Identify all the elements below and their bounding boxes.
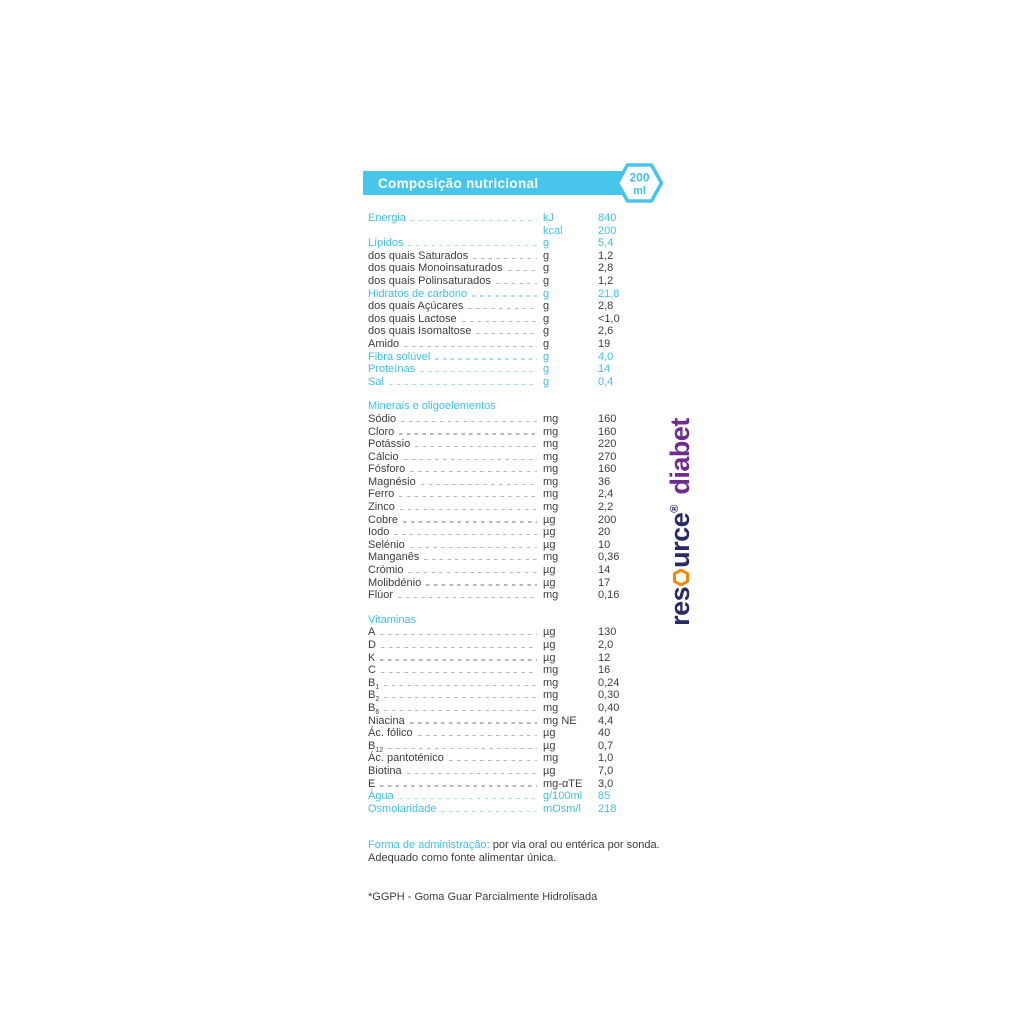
dotted-leader <box>381 647 537 648</box>
section-title: Minerais e oligoelementos <box>368 400 496 413</box>
nutrient-unit: mg <box>543 752 559 765</box>
nutrient-label: $B_1$ <box>368 676 380 691</box>
nutrient-label: Hidratos de carbono <box>368 287 468 300</box>
nutrient-unit: µg <box>543 651 556 664</box>
nutrient-label: Sódio <box>368 412 397 425</box>
dotted-leader <box>404 459 537 460</box>
table-row <box>368 689 663 702</box>
dotted-leader <box>508 270 537 271</box>
table-row <box>368 589 663 602</box>
nutrient-unit: g <box>543 350 550 363</box>
dotted-leader <box>394 534 537 535</box>
nutrient-value: 19 <box>598 337 611 350</box>
nutrient-unit: g <box>543 312 550 325</box>
nutrient-unit: g <box>543 325 550 338</box>
table-row <box>368 225 663 238</box>
table-row <box>368 790 663 803</box>
volume-badge-hexagon-icon <box>616 162 663 204</box>
nutrient-unit: mg NE <box>543 714 577 727</box>
volume-badge-value: 200 <box>629 170 650 185</box>
nutrient-label: C <box>368 664 376 677</box>
nutrient-label: Biotina <box>368 764 402 777</box>
nutrient-label: Crómio <box>368 564 404 577</box>
nutrient-label: Cálcio <box>368 450 399 463</box>
dotted-leader <box>435 358 537 359</box>
table-row <box>368 727 663 740</box>
nutrient-label: Amido <box>368 337 400 350</box>
nutrient-label: Zinco <box>368 501 395 514</box>
table-row <box>368 488 663 501</box>
nutrient-value: 0,16 <box>598 589 620 602</box>
nutrient-value: 2,4 <box>598 488 614 501</box>
nutrient-value: 2,2 <box>598 501 614 514</box>
nutrient-value: <1,0 <box>598 312 620 325</box>
dotted-leader <box>404 346 537 347</box>
nutrient-unit: g <box>543 249 550 262</box>
nutrient-value: 218 <box>598 802 617 815</box>
table-row <box>368 313 663 326</box>
nutrient-label: Ác. fólico <box>368 727 413 740</box>
dotted-leader <box>468 308 537 309</box>
brand-name-prefix: res <box>665 586 695 626</box>
nutrient-label: K <box>368 651 376 664</box>
nutrient-value: 40 <box>598 727 611 740</box>
nutrient-value: 2,0 <box>598 639 614 651</box>
table-row <box>368 451 663 464</box>
nutrient-value: 16 <box>598 664 611 677</box>
nutrient-unit: mg-αTE <box>543 777 583 790</box>
nutrient-value: 160 <box>598 463 617 476</box>
nutrient-unit: mg <box>543 463 559 476</box>
table-row <box>368 413 663 426</box>
nutrient-unit: mg <box>543 676 559 689</box>
nutrient-label: Flúor <box>368 589 394 602</box>
nutrient-label: Sal <box>368 375 384 388</box>
administration-line1 <box>368 839 688 852</box>
nutrient-label: Molibdénio <box>368 576 422 589</box>
nutrient-label: Fósforo <box>368 463 406 476</box>
nutrient-label: A <box>368 626 376 639</box>
dotted-leader <box>401 421 537 422</box>
dotted-leader <box>389 384 537 385</box>
nutrient-label: Energia <box>368 212 406 224</box>
registered-mark: ® <box>669 504 681 513</box>
table-row <box>368 438 663 451</box>
nutrient-value: 7,0 <box>598 764 614 777</box>
dotted-leader <box>449 760 537 761</box>
nutrient-unit: µg <box>543 626 556 639</box>
nutrient-value: 160 <box>598 425 617 438</box>
table-row <box>368 237 663 250</box>
table-row <box>368 677 663 690</box>
nutrient-unit: mg <box>543 589 559 602</box>
table-row <box>368 765 663 778</box>
volume-badge-unit: ml <box>633 185 646 197</box>
dotted-leader <box>462 321 537 322</box>
table-row <box>368 250 663 263</box>
nutrient-label: dos quais Lactose <box>368 312 457 325</box>
dotted-leader <box>410 471 537 472</box>
table-row <box>368 288 663 301</box>
nutrient-label: dos quais Polinsaturados <box>368 274 491 287</box>
table-row <box>368 325 663 338</box>
table-row <box>368 275 663 288</box>
dotted-leader <box>380 634 537 635</box>
dotted-leader <box>476 333 537 334</box>
nutrient-unit: g <box>543 262 550 275</box>
table-row <box>368 376 663 389</box>
nutrient-label: Fibra solúvel <box>368 350 431 363</box>
nutrient-unit: µg <box>543 564 556 577</box>
nutrient-label: Potássio <box>368 438 411 451</box>
nutrient-unit: µg <box>543 513 556 526</box>
nutrient-unit: mg <box>543 425 559 438</box>
nutrient-label: Cloro <box>368 425 395 438</box>
nutrient-label: Niacina <box>368 714 405 727</box>
nutrient-label: E <box>368 777 376 790</box>
dotted-leader <box>399 496 537 497</box>
nutrient-unit: µg <box>543 639 556 651</box>
dotted-leader <box>496 283 537 284</box>
table-row <box>368 626 663 639</box>
nutrient-unit: µg <box>543 727 556 740</box>
dotted-leader <box>421 484 537 485</box>
table-row <box>368 803 663 816</box>
nutrient-unit: µg <box>543 576 556 589</box>
nutrient-label: Água <box>368 790 394 803</box>
nutrient-value: 1,0 <box>598 752 614 765</box>
nutrient-value: 85 <box>598 790 611 803</box>
nutrient-unit: kcal <box>543 224 563 237</box>
table-row <box>368 514 663 527</box>
nutrient-value: 0,4 <box>598 375 614 388</box>
dotted-leader <box>411 220 537 221</box>
dotted-leader <box>410 547 537 548</box>
nutrient-label: Manganês <box>368 551 420 564</box>
table-row <box>368 778 663 791</box>
nutrient-value: 2,6 <box>598 325 614 338</box>
nutrient-value: 160 <box>598 412 617 425</box>
nutrient-unit: g <box>543 274 550 287</box>
nutrient-label: Cobre <box>368 513 398 526</box>
dotted-leader <box>418 735 537 736</box>
nutrient-unit: mg <box>543 450 559 463</box>
dotted-leader <box>420 371 537 372</box>
dotted-leader <box>380 659 537 660</box>
nutrient-value: 270 <box>598 450 617 463</box>
dotted-leader <box>408 245 537 246</box>
table-row <box>368 577 663 590</box>
table-row <box>368 338 663 351</box>
nutrient-value: 0,7 <box>598 739 614 752</box>
nutrient-label: Iodo <box>368 526 390 539</box>
nutrient-label: dos quais Açúcares <box>368 300 464 313</box>
table-row <box>368 212 663 225</box>
nutrient-unit: g <box>543 237 550 250</box>
nutrient-label: dos quais Saturados <box>368 249 469 262</box>
nutrient-unit: mg <box>543 475 559 488</box>
page-title: Composição nutricional <box>378 175 539 191</box>
nutrient-unit: mg <box>543 488 559 501</box>
nutrient-unit: g <box>543 363 550 376</box>
nutrient-value: 14 <box>598 564 611 577</box>
table-row <box>368 702 663 715</box>
nutrient-value: 2,8 <box>598 300 614 313</box>
ggph-footnote: *GGPH - Goma Guar Parcialmente Hidrolisada <box>368 891 598 903</box>
nutrient-value: 12 <box>598 651 611 664</box>
nutrition-table <box>368 212 663 815</box>
dotted-leader <box>410 722 537 723</box>
table-row <box>368 363 663 376</box>
nutrient-label: $B_{12}$ <box>368 739 384 754</box>
nutrient-unit: µg <box>543 526 556 539</box>
nutrient-value: 1,2 <box>598 249 614 262</box>
composition-header-bar <box>363 171 625 195</box>
nutrient-unit: g <box>543 300 550 313</box>
nutrient-label: Lípidos <box>368 237 404 250</box>
nutrient-value: 10 <box>598 538 611 551</box>
nutrient-unit: mOsm/l <box>543 802 581 815</box>
nutrient-value: 200 <box>598 224 617 237</box>
table-row <box>368 539 663 552</box>
dotted-leader <box>398 597 537 598</box>
administration-line2: Adequado como fonte alimentar única. <box>368 852 557 864</box>
nutrient-label: Magnésio <box>368 475 416 488</box>
dotted-leader <box>415 446 537 447</box>
nutrient-value: 21,8 <box>598 287 620 300</box>
table-row <box>368 262 663 275</box>
nutrient-unit: µg <box>543 739 556 752</box>
dotted-leader <box>381 672 537 673</box>
table-row <box>368 463 663 476</box>
nutrient-value: 0,30 <box>598 689 620 702</box>
nutrient-label: $B_2$ <box>368 689 380 704</box>
nutrient-value: 17 <box>598 576 611 589</box>
nutrient-unit: µg <box>543 764 556 777</box>
dotted-leader <box>400 509 537 510</box>
nutrient-unit: g <box>543 337 550 350</box>
nutrient-label: Ferro <box>368 488 395 501</box>
nutrient-label: Osmolaridade <box>368 802 437 815</box>
nutrient-unit: µg <box>543 538 556 551</box>
table-row <box>368 664 663 677</box>
nutrient-value: 2,8 <box>598 262 614 275</box>
dotted-leader <box>388 748 537 749</box>
nutrient-label: Ác. pantoténico <box>368 752 444 765</box>
table-row <box>368 476 663 489</box>
dotted-leader <box>399 433 537 434</box>
table-row <box>368 351 663 364</box>
nutrient-value: 200 <box>598 513 617 526</box>
dotted-leader <box>408 572 537 573</box>
table-row <box>368 501 663 514</box>
table-row <box>368 740 663 753</box>
dotted-leader <box>472 295 537 296</box>
table-row <box>368 752 663 765</box>
dotted-leader <box>384 697 537 698</box>
section-title: Vitaminas <box>368 613 417 626</box>
brand-name-suffix: urce <box>665 512 695 568</box>
table-row <box>368 564 663 577</box>
brand-logo <box>665 407 701 637</box>
table-row <box>368 426 663 439</box>
dotted-leader <box>473 258 537 259</box>
nutrient-value: 14 <box>598 363 611 376</box>
nutrient-value: 0,36 <box>598 551 620 564</box>
table-row <box>368 526 663 539</box>
nutrient-value: 4,4 <box>598 714 614 727</box>
dotted-leader <box>441 811 537 812</box>
table-row <box>368 715 663 728</box>
nutrient-value: 20 <box>598 526 611 539</box>
dotted-leader <box>403 521 537 522</box>
nutrient-label: dos quais Isomaltose <box>368 325 472 338</box>
nutrient-unit: mg <box>543 438 559 451</box>
nutrient-unit: mg <box>543 551 559 564</box>
administration-label: Forma de administração: <box>368 839 490 851</box>
table-row <box>368 639 663 652</box>
nutrient-label: Selénio <box>368 538 405 551</box>
nutrient-label: dos quais Monoinsaturados <box>368 262 503 275</box>
dotted-leader <box>384 710 537 711</box>
nutrient-unit: mg <box>543 689 559 702</box>
table-row <box>368 551 663 564</box>
nutrient-value: 840 <box>598 212 617 224</box>
dotted-leader <box>426 584 537 585</box>
nutrient-value: 3,0 <box>598 777 614 790</box>
nutrient-unit: mg <box>543 701 559 714</box>
nutrient-label: D <box>368 639 376 651</box>
dotted-leader <box>424 559 537 560</box>
nutrient-unit: g/100ml <box>543 790 583 803</box>
nutrient-value: 1,2 <box>598 274 614 287</box>
nutrient-unit: mg <box>543 664 559 677</box>
dotted-leader <box>399 798 537 799</box>
nutrient-unit: kJ <box>543 212 554 224</box>
brand-subname: diabet <box>665 418 695 495</box>
nutrient-value: 0,40 <box>598 701 620 714</box>
nutrient-value: 0,24 <box>598 676 620 689</box>
dotted-leader <box>407 773 537 774</box>
nutrient-label: Proteínas <box>368 363 416 376</box>
nutrient-label: $B_6$ <box>368 701 380 717</box>
table-row <box>368 652 663 665</box>
nutrient-value: 130 <box>598 626 617 639</box>
administration-note <box>368 839 688 865</box>
table-row <box>368 300 663 313</box>
orange-hexagon-o-icon <box>672 569 690 586</box>
nutrient-unit: g <box>543 375 550 388</box>
nutrient-value: 36 <box>598 475 611 488</box>
administration-text: por via oral ou entérica por sonda. <box>489 839 660 851</box>
nutrient-value: 5,4 <box>598 237 614 250</box>
nutrient-unit: mg <box>543 501 559 514</box>
nutrient-value: 4,0 <box>598 350 614 363</box>
nutrient-unit: mg <box>543 412 559 425</box>
nutrient-unit: g <box>543 287 550 300</box>
dotted-leader <box>380 785 537 786</box>
nutrient-value: 220 <box>598 438 617 451</box>
dotted-leader <box>384 685 537 686</box>
